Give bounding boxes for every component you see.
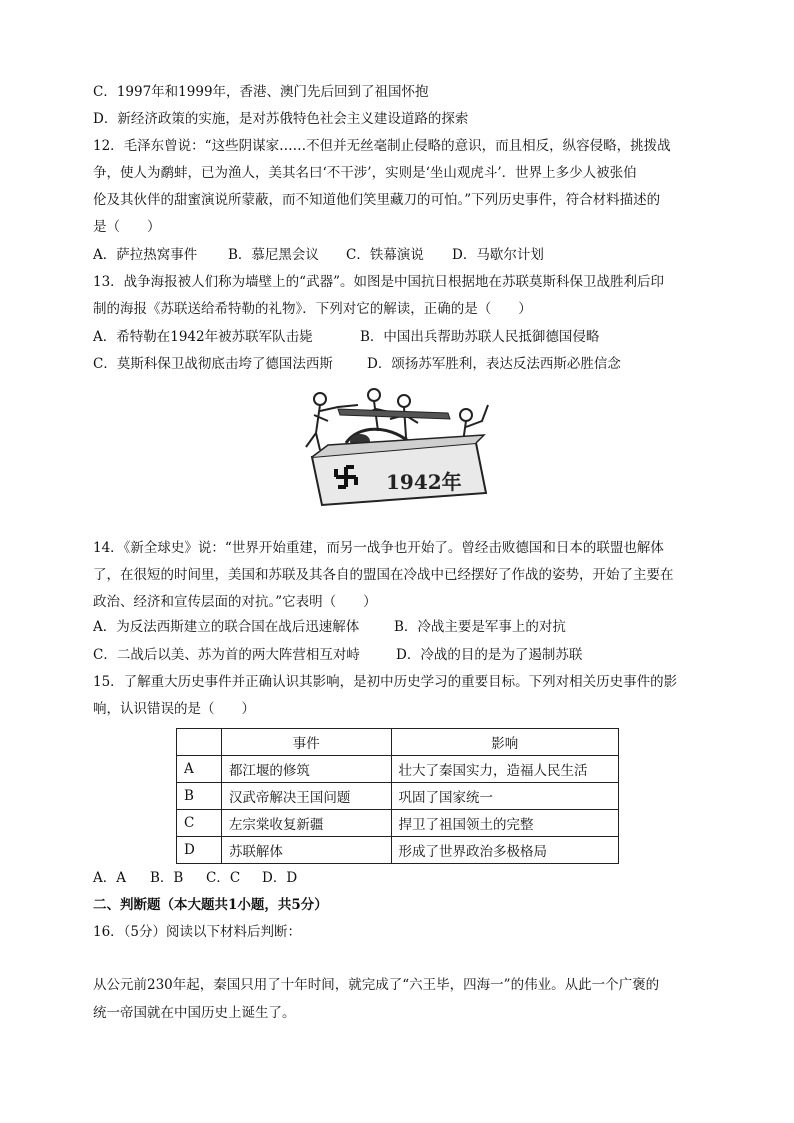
table-cell: C: [177, 810, 222, 837]
q14-option-a: A．为反法西斯建立的联合国在战后迅速解体: [93, 619, 360, 635]
table-cell: 巩固了国家统一: [391, 783, 618, 810]
q12-option-d: D．马歇尔计划: [452, 247, 544, 263]
table-cell: 壮大了秦国实力，造福人民生活: [391, 756, 618, 783]
table-row: [177, 837, 619, 864]
q13-option-b: B．中国出兵帮助苏联人民抵御德国侵略: [360, 329, 600, 345]
q12-stem-line-2: 争，使人为鹬蚌，已为渔人，美其名曰‘不干涉’，实则是‘坐山观虎斗’．世界上多少人被张伯: [93, 165, 637, 181]
q13-option-c: C．莫斯科保卫战彻底击垮了德国法西斯: [93, 356, 333, 372]
q15-option-b: B．B: [150, 870, 184, 886]
q14-stem-line-3: 政治、经济和宣传层面的对抗。”它表明（ ）: [93, 594, 377, 610]
table-cell: A: [177, 756, 222, 783]
table-cell: 左宗棠收复新疆: [221, 810, 391, 837]
q15-stem-line-1: 15．了解重大历史事件并正确认识其影响，是初中历史学习的重要目标。下列对相关历史事件的影: [93, 674, 678, 690]
q14-option-c: C．二战后以美、苏为首的两大阵营相互对峙: [93, 647, 360, 663]
q15-option-a: A．A: [93, 870, 126, 886]
q12-option-c: C．铁幕演说: [346, 247, 424, 263]
table-cell: D: [177, 837, 222, 864]
table-cell: 苏联解体: [221, 837, 391, 864]
table-header-cell: 事件: [221, 729, 391, 756]
table-cell: 都江堰的修筑: [221, 756, 391, 783]
q16-stem: 16．（5分）阅读以下材料后判断：: [93, 924, 302, 940]
q12-stem-line-4: 是（ ）: [93, 219, 161, 235]
q12-stem-line-3: 伦及其伙伴的甜蜜演说所蒙蔽，而不知道他们笑里藏刀的可怕。”下列历史事件，符合材料描述的: [93, 192, 661, 208]
q14-option-d: D．冷战的目的是为了遏制苏联: [396, 647, 583, 663]
soviet-gift-to-hitler-poster: [298, 385, 498, 510]
table-row: [177, 783, 619, 810]
table-row: [177, 756, 619, 783]
q13-stem-line-1: 13．战争海报被人们称为墙壁上的“武器”。如图是中国抗日根据地在苏联莫斯科保卫战胜利后印: [93, 274, 664, 290]
q16-material-line-2: 统一帝国就在中国历史上诞生了。: [93, 1005, 296, 1021]
q14-option-b: B．冷战主要是军事上的对抗: [394, 619, 566, 635]
table-cell: 形成了世界政治多极格局: [391, 837, 618, 864]
q14-stem-line-1: 14．《新全球史》说：“世界开始重建，而另一战争也开始了。曾经击败德国和日本的联盟也解体: [93, 540, 664, 556]
table-cell: 汉武帝解决王国问题: [221, 783, 391, 810]
q15-stem-line-2: 响，认识错误的是（ ）: [93, 701, 255, 717]
table-header-cell: [177, 729, 222, 756]
table-header-row: [177, 729, 619, 756]
q12-option-a: A．萨拉热窝事件: [93, 247, 198, 263]
table-row: [177, 810, 619, 837]
q16-material-line-1: 从公元前230年起，秦国只用了十年时间，就完成了“六王毕，四海一”的伟业。从此一个广褒的: [93, 977, 660, 993]
section-heading: 二、判断题（本大题共1小题，共5分）: [93, 897, 328, 913]
q13-option-d: D．颂扬苏军胜利，表达反法西斯必胜信念: [367, 356, 621, 372]
q12-stem-line-1: 12．毛泽东曾说：“这些阴谋家……不但并无丝毫制止侵略的意识，而且相反，纵容侵略，挑拨战: [93, 138, 671, 154]
poster-year-label: 1942年: [386, 470, 462, 494]
events-table: [176, 728, 619, 864]
q13-stem-line-2: 制的海报《苏联送给希特勒的礼物》．下列对它的解读，正确的是（ ）: [93, 301, 532, 317]
q15-option-c: C．C: [206, 870, 241, 886]
table-header-cell: 影响: [391, 729, 618, 756]
table-cell: 捍卫了祖国领土的完整: [391, 810, 618, 837]
q12-option-b: B．慕尼黑会议: [228, 247, 319, 263]
q13-option-a: A．希特勒在1942年被苏联军队击毙: [93, 329, 313, 345]
q15-option-d: D．D: [262, 870, 298, 886]
table-cell: B: [177, 783, 222, 810]
q11-option-c: C．1997年和1999年，香港、澳门先后回到了祖国怀抱: [93, 84, 429, 100]
q14-stem-line-2: 了，在很短的时间里，美国和苏联及其各自的盟国在冷战中已经摆好了作战的姿势，开始了主要在: [93, 567, 674, 583]
q11-option-d: D．新经济政策的实施，是对苏俄特色社会主义建设道路的探索: [93, 111, 469, 127]
